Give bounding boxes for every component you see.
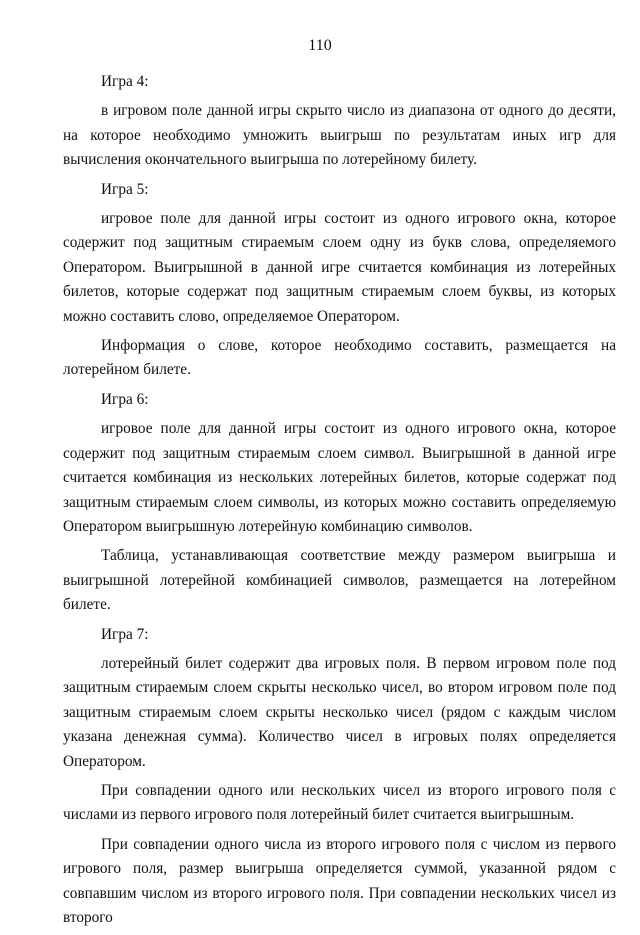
game-7-heading: Игра 7: <box>101 625 149 643</box>
page-number: 110 <box>308 37 332 54</box>
game-6-table-info: Таблица, устанавливающая соответствие между размером выигрыша и выигрышной лотерейной комбинацией символов, размещается на лотерейном билете. <box>63 547 616 614</box>
game-6-heading: Игра 6: <box>101 390 149 408</box>
game-5-description: игровое поле для данной игры состоит из одного игрового окна, которое содержит под защитным стираемым слоем одну из букв слова, определяемого Оператором. Выигрышной в данной игре считается комбинация из лотерейных билетов, которые содержат под защитным стираемым слоем буквы, из которых можно составить слово, определяемое Оператором. <box>63 210 616 325</box>
game-7-description: лотерейный билет содержит два игровых поля. В первом игровом поле под защитным стираемым слоем скрыты несколько чисел, во втором игровом поле под защитным стираемым слоем скрыты несколько чисел (рядом с каждым числом указана денежная сумма). Количество чисел в игровых полях определяется Оператором. <box>63 654 616 770</box>
game-4-description: в игровом поле данной игры скрыто число из диапазона от одного до десяти, на которое необходимо умножить выигрыш по результатам иных игр для вычисления окончательного выигрыша по лотерейному билету. <box>63 102 616 169</box>
game-6-description: игровое поле для данной игры состоит из одного игрового окна, которое содержит под защитным стираемым слоем символ. Выигрышной в данной игре считается комбинация из нескольких лотерейных билетов, которые содержат под защитным стираемым слоем символы, из которых можно составить определяемую Оператором выигрышную лотерейную комбинацию символов. <box>63 420 616 535</box>
game-7-prize-rule: При совпадении одного числа из второго игрового поля с числом из первого игрового поля, размер выигрыша определяется суммой, указанной рядом с совпавшим числом из второго игрового поля. При совпадении нескольких чисел из второго <box>63 835 616 926</box>
game-7-winning-condition: При совпадении одного или нескольких чисел из второго игрового поля с числами из первого игрового поля лотерейный билет считается выигрышным. <box>63 781 616 824</box>
game-5-heading: Игра 5: <box>101 180 149 198</box>
game-5-word-info: Информация о слове, которое необходимо составить, размещается на лотерейном билете. <box>63 337 616 379</box>
game-4-heading: Игра 4: <box>101 73 149 90</box>
document-body <box>63 70 616 935</box>
